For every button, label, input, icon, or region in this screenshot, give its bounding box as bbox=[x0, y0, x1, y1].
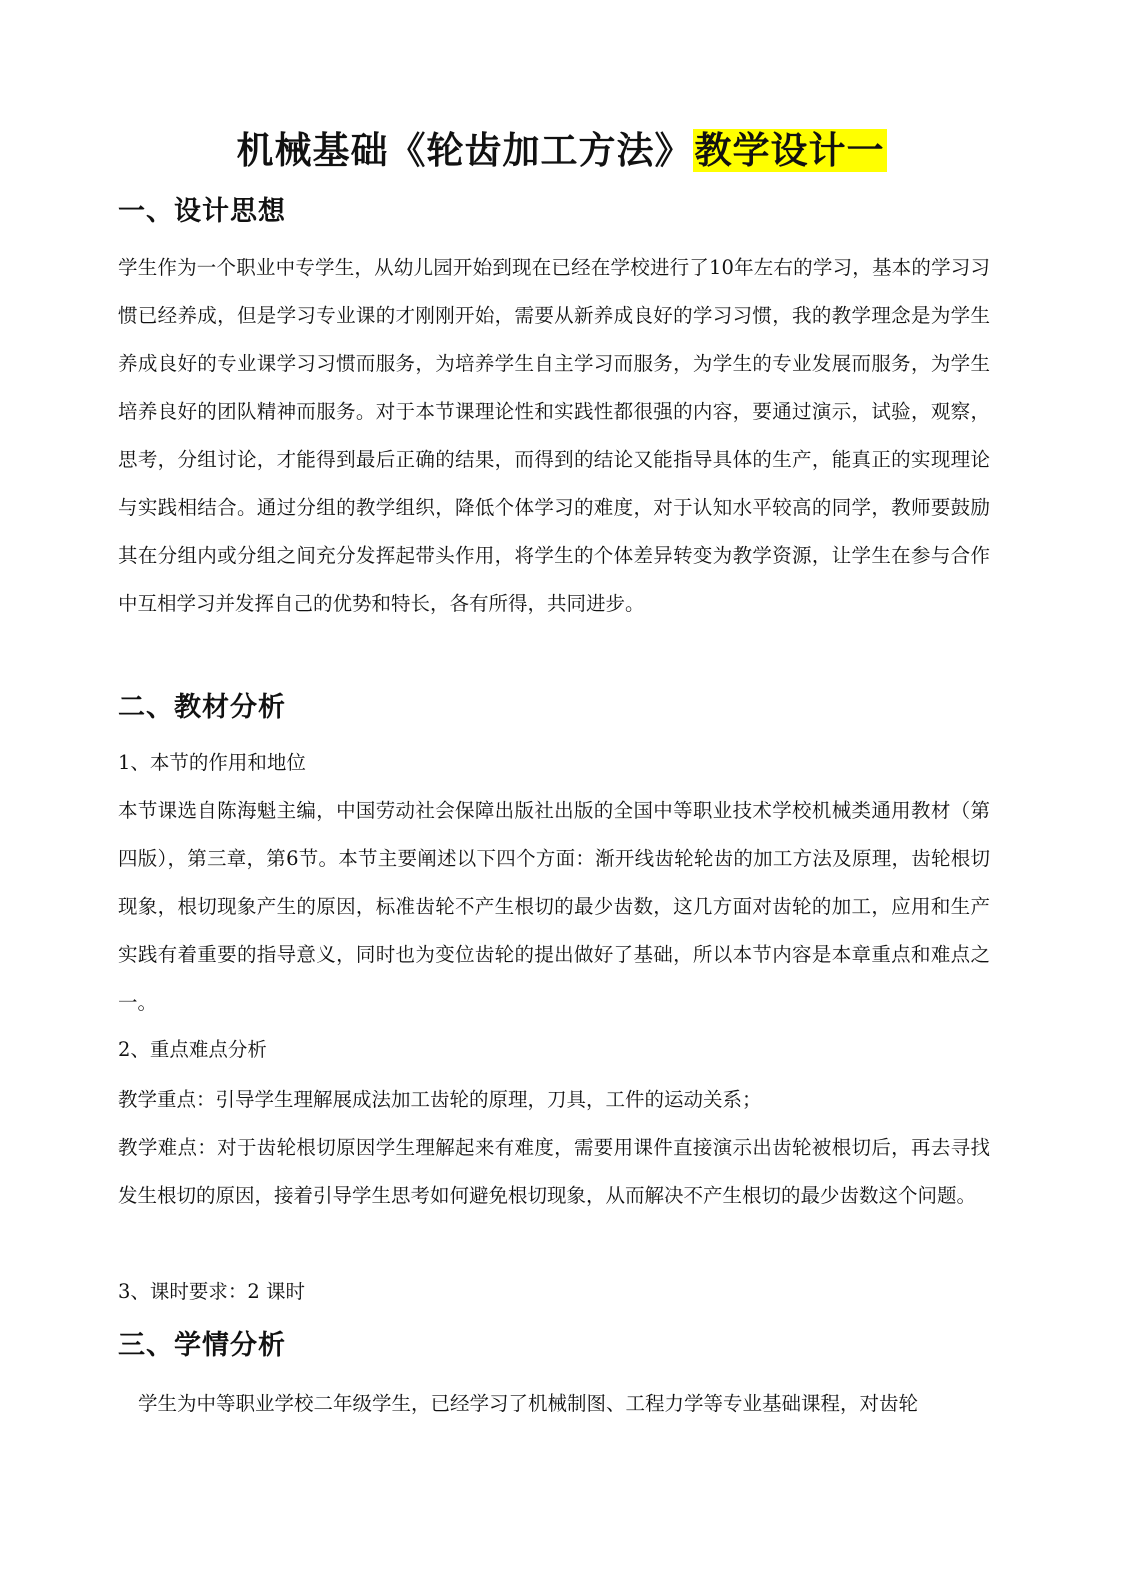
section-heading-material-analysis: 二、教材分析 bbox=[118, 692, 286, 723]
document-title bbox=[0, 125, 1123, 177]
class-hours-text: 3、课时要求：2 课时 bbox=[118, 1280, 306, 1303]
role-and-status-paragraph: 本节课选自陈海魁主编，中国劳动社会保障出版社出版的全国中等职业技术学校机械类通用教材（第四版），第三章，第6节。本节主要阐述以下四个方面：渐开线齿轮轮齿的加工方法及原理，齿轮根切现象，根切现象产生的原因，标准齿轮不产生根切的最少齿数，这几方面对齿轮的加工，应用和生产实践有着重要的指导意义，同时也为变位齿轮的提出做好了基础，所以本节内容是本章重点和难点之一。 bbox=[118, 799, 990, 1014]
difficulty-paragraph: 教学难点：对于齿轮根切原因学生理解起来有难度，需要用课件直接演示出齿轮被根切后，再去寻找发生根切的原因，接着引导学生思考如何避免根切现象，从而解决不产生根切的最少齿数这个问题。 bbox=[118, 1136, 990, 1207]
design-idea-paragraph: 学生作为一个职业中专学生，从幼儿园开始到现在已经在学校进行了10年左右的学习，基本的学习习惯已经养成，但是学习专业课的才刚刚开始，需要从新养成良好的学习习惯，我的教学理念是为学生养成良好的专业课学习习惯而服务，为培养学生自主学习而服务，为学生的专业发展而服务，为学生培养良好的团队精神而服务。对于本节课理论性和实践性都很强的内容，要通过演示，试验，观察，思考，分组讨论，才能得到最后正确的结果，而得到的结论又能指导具体的生产，能真正的实现理论与实践相结合。通过分组的教学组织，降低个体学习的难度，对于认知水平较高的同学，教师要鼓励其在分组内或分组之间充分发挥起带头作用，将学生的个体差异转变为教学资源，让学生在参与合作中互相学习并发挥自己的优势和特长，各有所得，共同进步。 bbox=[118, 256, 990, 615]
key-difficulty-label: 2、重点难点分析 bbox=[118, 1038, 267, 1061]
section-heading-design-idea: 一、设计思想 bbox=[118, 196, 286, 227]
student-analysis-paragraph: 学生为中等职业学校二年级学生，已经学习了机械制图、工程力学等专业基础课程，对齿轮 bbox=[138, 1392, 919, 1415]
section-heading-student-analysis: 三、学情分析 bbox=[118, 1330, 286, 1361]
role-and-status-label: 1、本节的作用和地位 bbox=[118, 751, 306, 774]
key-point-text: 教学重点：引导学生理解展成法加工齿轮的原理，刀具，工件的运动关系； bbox=[118, 1088, 762, 1111]
title-main: 机械基础《轮齿加工方法》 bbox=[236, 129, 693, 172]
title-highlight: 教学设计一 bbox=[694, 129, 885, 172]
